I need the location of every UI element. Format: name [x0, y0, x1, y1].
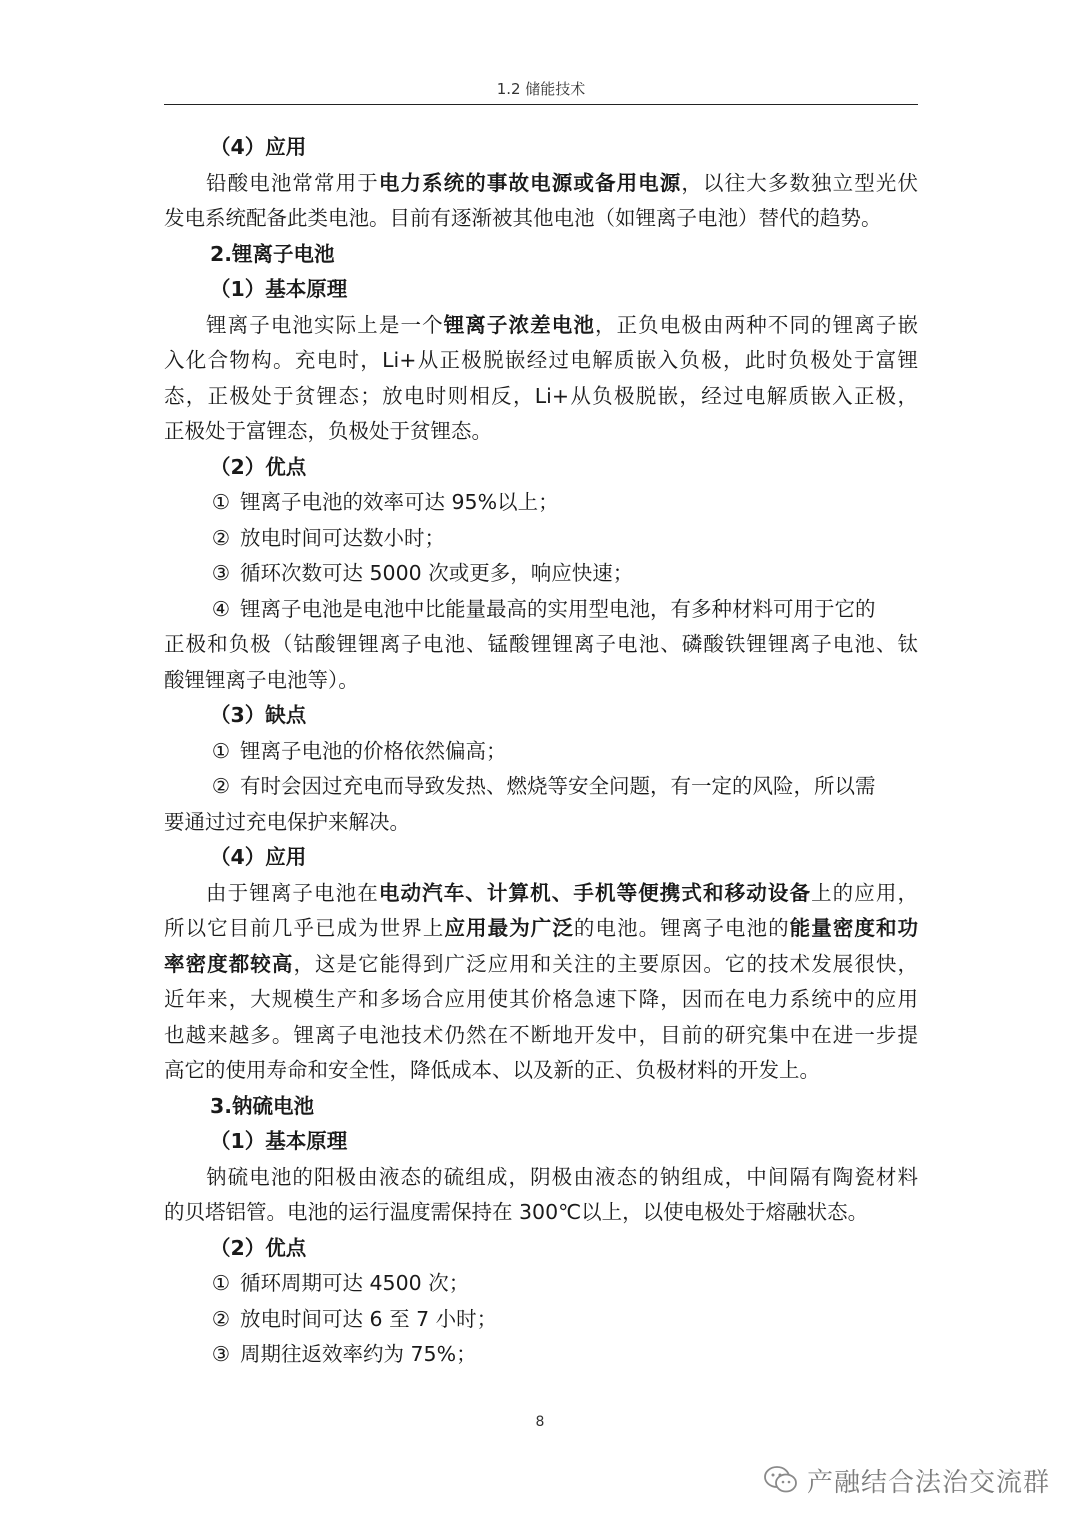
bold-text-run: （4）应用 [210, 845, 307, 869]
text-run: 态，正极处于贫锂态；放电时则相反，Li+从负极脱嵌，经过电解质嵌入正极， [164, 383, 918, 408]
bold-text-run: 2.锂离子电池 [210, 241, 335, 266]
bold-text-run: （3）缺点 [210, 703, 307, 727]
bold-text-run: （2）优点 [210, 1235, 307, 1260]
heading-principle [164, 272, 918, 308]
paragraph-line [164, 1160, 918, 1196]
bold-text-run: （1）基本原理 [210, 277, 348, 301]
list-item [164, 592, 918, 628]
list-marker: ④ [211, 596, 231, 621]
text-run: 锂离子电池的价格依然偏高； [240, 738, 507, 763]
paragraph-line [164, 1018, 918, 1054]
document-body [164, 130, 918, 1373]
text-run: 放电时间可达数小时； [240, 525, 445, 550]
text-run: 入化合物构。充电时，Li+从正极脱嵌经过电解质嵌入负极，此时负极处于富锂 [164, 348, 918, 372]
paragraph-line [164, 201, 918, 237]
paragraph-line [164, 982, 918, 1018]
bold-text-run: 电动汽车、计算机、手机等便携式和移动设备 [378, 880, 812, 905]
bold-text-run: 应用最为广泛 [444, 916, 574, 940]
paragraph-line [164, 308, 918, 344]
list-marker: ③ [211, 561, 231, 585]
section-heading-li-ion [164, 237, 918, 273]
text-run: 高它的使用寿命和安全性，降低成本、以及新的正、负极材料的开发上。 [164, 1058, 820, 1082]
text-run: 钠硫电池的阳极由液态的硫组成，阴极由液态的钠组成，中间隔有陶瓷材料 [206, 1164, 918, 1189]
text-run: 的电池。锂离子电池的 [573, 916, 790, 940]
section-heading-nas [164, 1089, 918, 1125]
paragraph-line [164, 414, 918, 450]
page-number: 8 [535, 1414, 545, 1430]
text-run: 正极处于富锂态，负极处于贫锂态。 [164, 419, 492, 443]
heading-advantages [164, 1231, 918, 1267]
text-run: ，正负电极由两种不同的锂离子嵌 [594, 312, 918, 337]
text-run: 的贝塔铝管。电池的运行温度需保持在 300℃以上，以使电极处于熔融状态。 [164, 1200, 869, 1224]
heading-advantages [164, 450, 918, 486]
paragraph-line [164, 627, 918, 663]
heading-principle [164, 1124, 918, 1160]
paragraph-line [164, 876, 918, 912]
text-run: 周期往返效率约为 75%； [240, 1342, 477, 1366]
text-run: 锂离子电池是电池中比能量最高的实用型电池，有多种材料可用于它的 [240, 596, 876, 621]
list-item [164, 485, 918, 521]
bold-text-run: 锂离子浓差电池 [443, 312, 595, 337]
list-marker: ① [211, 738, 231, 763]
text-run: 正极和负极（钴酸锂锂离子电池、锰酸锂锂离子电池、磷酸铁锂锂离子电池、钛 [164, 632, 918, 656]
text-run: 放电时间可达 6 至 7 小时； [240, 1306, 498, 1331]
text-run: 发电系统配备此类电池。目前有逐渐被其他电池（如锂离子电池）替代的趋势。 [164, 206, 882, 230]
bold-text-run: 能量密度和功 [789, 916, 918, 940]
watermark [763, 1458, 1050, 1502]
text-run: 所以它目前几乎已成为世界上 [164, 916, 445, 940]
header-rule [164, 104, 918, 105]
text-run: 要通过过充电保护来解决。 [164, 809, 410, 834]
paragraph-line [164, 379, 918, 415]
bold-text-run: （4）应用 [210, 135, 307, 159]
running-header: 1.2 储能技术 [496, 80, 586, 98]
paragraph-line [164, 166, 918, 202]
list-item [164, 1266, 918, 1302]
text-run: 有时会因过充电而导致发热、燃烧等安全问题，有一定的风险，所以需 [240, 774, 876, 798]
text-run: 锂离子电池实际上是一个 [206, 312, 444, 337]
paragraph-line [164, 911, 918, 947]
list-item [164, 734, 918, 770]
text-run: 也越来越多。锂离子电池技术仍然在不断地开发中，目前的研究集中在进一步提 [164, 1022, 918, 1047]
text-run: 铅酸电池常常用于 [206, 170, 379, 195]
heading-application [164, 130, 918, 166]
bold-text-run: 电力系统的事故电源或备用电源 [378, 170, 682, 195]
list-item [164, 1337, 918, 1373]
paragraph-line [164, 1195, 918, 1231]
list-item [164, 1302, 918, 1338]
list-marker: ② [211, 774, 231, 798]
paragraph-line [164, 663, 918, 699]
list-item [164, 556, 918, 592]
bold-text-run: 3.钠硫电池 [210, 1093, 315, 1118]
text-run: 酸锂锂离子电池等）。 [164, 667, 359, 692]
text-run: 循环周期可达 4500 次； [240, 1271, 470, 1295]
list-marker: ③ [211, 1342, 231, 1366]
text-run: 由于锂离子电池在 [206, 880, 379, 905]
list-item [164, 769, 918, 805]
text-run: 循环次数可达 5000 次或更多，响应快速； [240, 561, 634, 585]
wechat-icon [763, 1465, 799, 1495]
heading-disadvantages [164, 698, 918, 734]
text-run: 上的应用， [811, 880, 918, 905]
bold-text-run: 率密度都较高 [164, 951, 294, 976]
bold-text-run: （1）基本原理 [210, 1129, 348, 1153]
list-marker: ① [211, 490, 231, 514]
paragraph-line [164, 805, 918, 841]
text-run: 锂离子电池的效率可达 95%以上； [240, 490, 559, 514]
list-item [164, 521, 918, 557]
list-marker: ① [211, 1271, 231, 1295]
text-run: 近年来，大规模生产和多场合应用使其价格急速下降，因而在电力系统中的应用 [164, 987, 918, 1011]
text-run: ，以往大多数独立型光伏 [681, 170, 918, 195]
paragraph-line [164, 1053, 918, 1089]
paragraph-line [164, 343, 918, 379]
list-marker: ② [211, 1306, 231, 1331]
bold-text-run: （2）优点 [210, 454, 307, 479]
list-marker: ② [211, 525, 231, 550]
paragraph-line [164, 947, 918, 983]
heading-application [164, 840, 918, 876]
watermark-text: 产融结合法治交流群 [806, 1467, 1050, 1498]
text-run: ，这是它能得到广泛应用和关注的主要原因。它的技术发展很快， [293, 951, 918, 976]
